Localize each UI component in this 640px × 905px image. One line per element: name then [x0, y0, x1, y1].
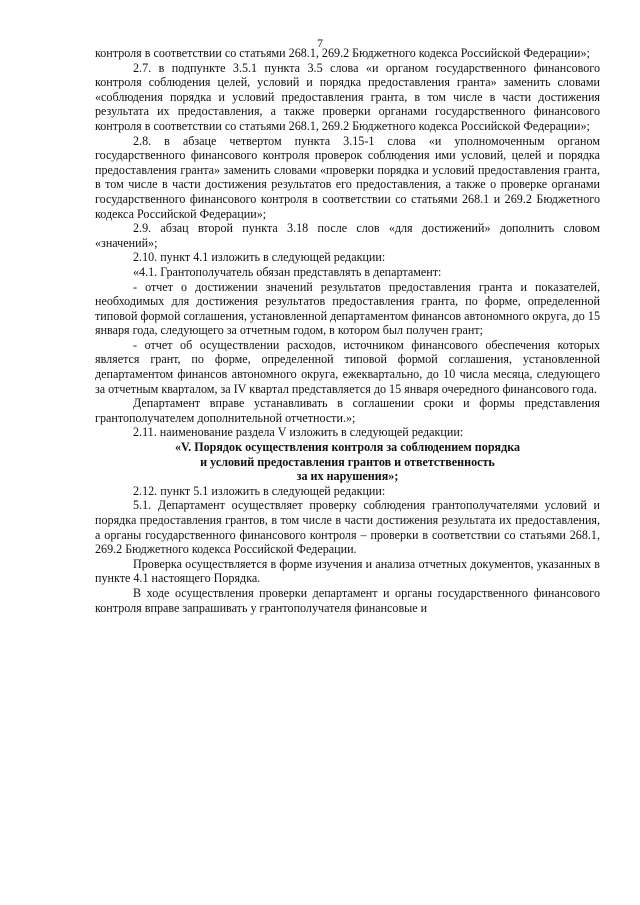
paragraph: Проверка осуществляется в форме изучения и анализа отчетных документов, указанных в пункте 4.1 настоящего Порядка.: [95, 556, 600, 586]
paragraph: Департамент вправе устанавливать в соглашении сроки и формы представления грантополучателем дополнительной отчетности.»;: [95, 396, 600, 425]
paragraph: 2.7. в подпункте 3.5.1 пункта 3.5 слова «и органом государственного финансового контроля соблюдения целей, условий и порядка предоставления гранта» заменить словами «соблюдения порядка и условий предоставления гранта, в том числе в части достижения результата их предоставления, а также проверки органами государственного финансового контроля в соответствии со статьями 268.1, 269.2 Бюджетного кодекса Российской Федерации»;: [95, 60, 600, 133]
paragraph: В ходе осуществления проверки департамент и органы государственного финансового контроля вправе запрашивать у грантополучателя финансовые и: [95, 585, 600, 615]
section-heading-line: «V. Порядок осуществления контроля за соблюдением порядка: [174, 440, 521, 455]
paragraph: - отчет об осуществлении расходов, источником финансового обеспечения которых является грант, по форме, определенной типовой формой соглашения, установленной департаментом финансов автономного округа, ежеквартально, до 10 числа месяца, следующего за отчетным кварталом, за IV квартал представляется до 15 января очередного финансового года.: [95, 337, 600, 396]
paragraph: 2.12. пункт 5.1 изложить в следующей редакции:: [133, 483, 386, 498]
paragraph: 2.11. наименование раздела V изложить в следующей редакции:: [133, 425, 464, 440]
section-heading-line: и условий предоставления грантов и ответственность: [200, 454, 495, 469]
section-heading-line: за их нарушения»;: [296, 469, 399, 484]
paragraph: «4.1. Грантополучатель обязан представлять в департамент:: [133, 264, 442, 279]
page-number: 7: [317, 36, 323, 50]
paragraph: 2.10. пункт 4.1 изложить в следующей редакции:: [133, 250, 386, 265]
paragraph: контроля в соответствии со статьями 268.1, 269.2 Бюджетного кодекса Российской Федерации»;: [95, 46, 590, 60]
document-body: [95, 46, 600, 615]
paragraph: 2.8. в абзаце четвертом пункта 3.15-1 слова «и уполномоченным органом государственного финансового контроля проверок соблюдения ими условий, целей и порядка предоставления гранта» заменить словами «проверки порядка и условий предоставления гранта, в том числе в части достижения результатов его предоставления, а также о проверке органами государственного финансового контроля в соответствии со статьями 268.1 и 269.2 Бюджетного кодекса Российской Федерации»;: [95, 133, 600, 221]
paragraph: 5.1. Департамент осуществляет проверку соблюдения грантополучателями условий и порядка предоставления грантов, в том числе в части достижения результата их предоставления, а органы государственного финансового контроля – проверки в соответствии со статьями 268.1, 269.2 Бюджетного кодекса Российской Федерации.: [95, 498, 600, 557]
paragraph: 2.9. абзац второй пункта 3.18 после слов «для достижений» дополнить словом «значений»;: [95, 221, 600, 250]
paragraph: - отчет о достижении значений результатов предоставления гранта и показателей, необходимых для достижения результатов предоставления гранта, по форме, определенной типовой формой соглашения, установленной департаментом финансов автономного округа, до 15 января года, следующего за отчетным годом, в котором был получен грант;: [95, 279, 600, 338]
